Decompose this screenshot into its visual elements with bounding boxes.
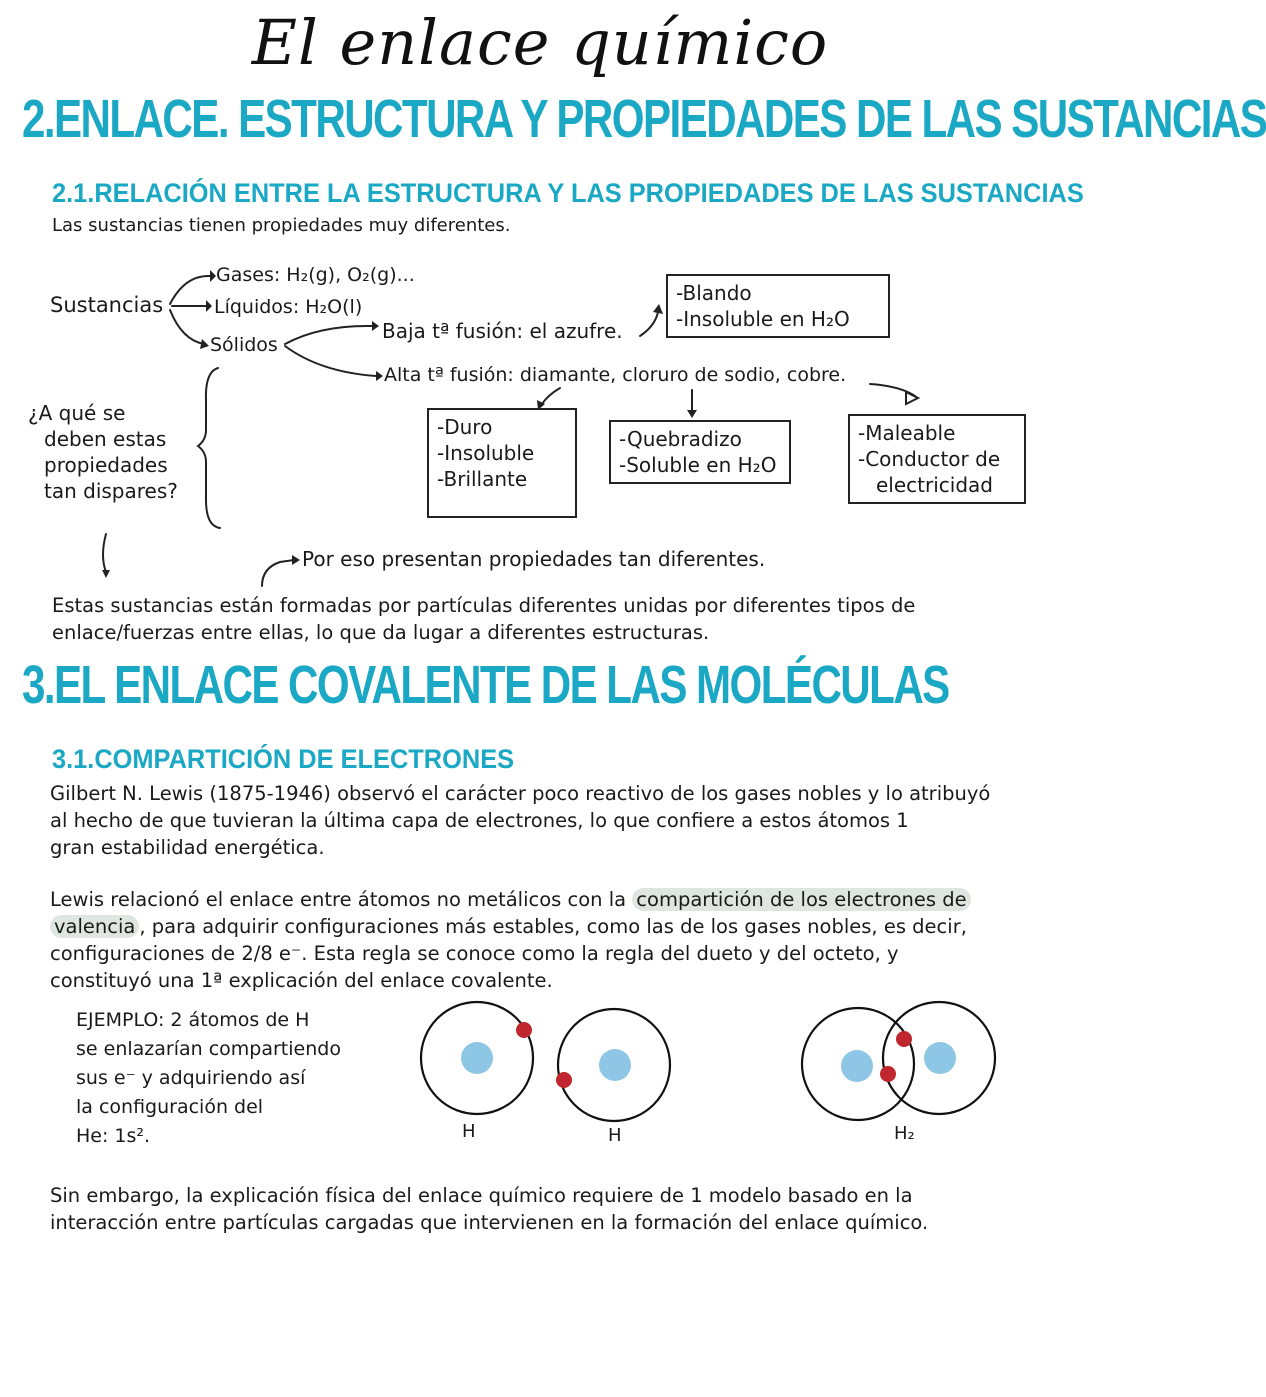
property-item: -Quebradizo — [619, 427, 742, 451]
highlight: valencia — [50, 915, 139, 938]
page-title: El enlace químico — [251, 6, 829, 79]
node-low-melting: Baja tª fusión: el azufre. — [382, 319, 623, 343]
property-item: -Blando — [676, 281, 752, 305]
example-text: EJEMPLO: 2 átomos de H se enlazarían compartiendo sus e⁻ y adquiriendo así la configuración del He: 1s². — [76, 1009, 341, 1147]
section-2-heading: 2.ENLACE. ESTRUCTURA Y PROPIEDADES DE LAS SUSTANCIAS — [22, 89, 1266, 149]
electron — [516, 1022, 532, 1038]
closing-paragraph: Sin embargo, la explicación física del enlace químico requiere de 1 modelo basado en la interacción entre partículas cargadas que intervienen en la formación del enlace químico. — [50, 1184, 929, 1234]
property-item: -Maleable — [858, 421, 956, 445]
property-item: -Conductor de — [858, 447, 1001, 471]
property-item: -Insoluble en H₂O — [676, 307, 850, 331]
intro-text: Las sustancias tienen propiedades muy diferentes. — [52, 215, 511, 236]
atom-label: H — [608, 1125, 622, 1146]
atom-label: H — [462, 1121, 476, 1142]
molecule-label: H₂ — [894, 1123, 915, 1144]
section-3-1-heading: 3.1.COMPARTICIÓN DE ELECTRONES — [52, 744, 515, 774]
nucleus — [924, 1042, 956, 1074]
answer-text: Por eso presentan propiedades tan diferentes. — [302, 547, 766, 571]
highlight: compartición de los electrones de — [632, 888, 970, 911]
electron — [880, 1066, 896, 1082]
nucleus — [461, 1042, 493, 1074]
node-liquids: Líquidos: H₂O(l) — [214, 296, 363, 318]
conclusion-paragraph: Estas sustancias están formadas por partículas diferentes unidas por diferentes tipos de enlace/fuerzas entre ellas, lo que da lugar a diferentes estructuras. — [52, 594, 916, 644]
lewis-paragraph: Gilbert N. Lewis (1875-1946) observó el carácter poco reactivo de los gases nobles y lo atribuyó al hecho de que tuvieran la última capa de electrones, lo que confiere a estos átomos 1 gran estabilidad energética. — [50, 782, 991, 859]
electron — [896, 1031, 912, 1047]
section-3-heading: 3.EL ENLACE COVALENTE DE LAS MOLÉCULAS — [22, 655, 949, 715]
node-high-melting: Alta tª fusión: diamante, cloruro de sodio, cobre. — [384, 364, 847, 386]
node-solids: Sólidos — [210, 334, 278, 356]
property-item: electricidad — [876, 473, 993, 497]
octet-paragraph: Lewis relacionó el enlace entre átomos no metálicos con la compartición de los electrones de valencia , para adquirir configuraciones más estables, como las de los gases nobles, es decir, configuraciones de 2/8 e⁻. Esta regla se conoce como la regla del dueto y del octeto, y constituyó una 1ª explicación del enlace covalente. — [50, 886, 971, 994]
nucleus — [599, 1049, 631, 1081]
property-item: -Insoluble — [437, 441, 535, 465]
property-item: -Duro — [437, 415, 493, 439]
node-sustancias: Sustancias — [50, 293, 164, 317]
question-text: ¿A qué se deben estas propiedades tan dispares? — [28, 401, 178, 503]
section-2-1-heading: 2.1.RELACIÓN ENTRE LA ESTRUCTURA Y LAS PROPIEDADES DE LAS SUSTANCIAS — [52, 178, 1084, 208]
property-item: -Brillante — [437, 467, 528, 491]
property-item: -Soluble en H₂O — [619, 453, 777, 477]
electron — [556, 1072, 572, 1088]
nucleus — [841, 1050, 873, 1082]
node-gases: Gases: H₂(g), O₂(g)... — [216, 264, 415, 286]
